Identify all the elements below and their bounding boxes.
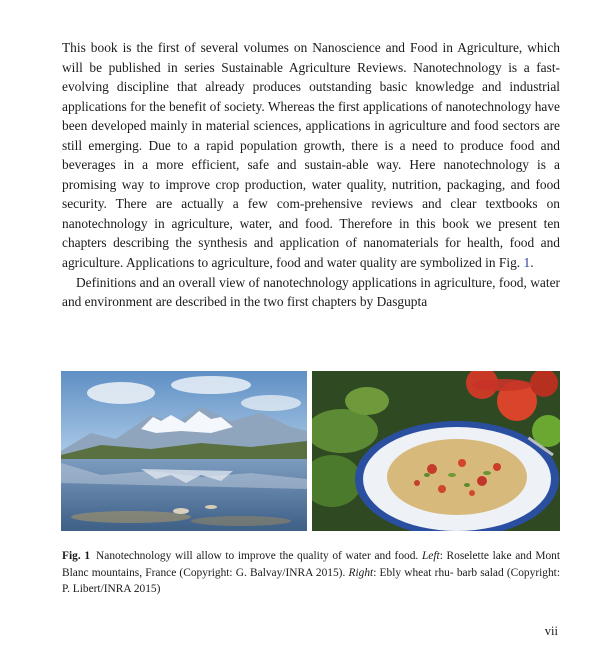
caption-right-word: Right (348, 566, 374, 579)
page-number: vii (544, 624, 558, 638)
paragraph-1-part-1: This book is the first of several volumes on Nanoscience and Food in Agriculture, which will be published in series Sustainable Agriculture Reviews. Nanotechnology is a fast-evolving discipline that already produces outstanding basic knowledge and industrial applications for the benefit of society. Whereas the first applications of nanotechnology have been developed mainly in material sciences, applications in agriculture and food sectors are still emerging. Due to a rapid population growth, there is a need to produce food and beverages in a more efficient, safe and sustain- (62, 40, 560, 173)
mountain-lake-photo (61, 371, 307, 531)
figure-reference-link[interactable]: 1 (523, 255, 531, 271)
paragraph-1 (62, 38, 560, 273)
caption-right-text: : Ebly wheat rhu- barb salad (Copyright: P. Libert/INRA 2015) (62, 566, 560, 595)
paragraph-2: Definitions and an overall view of nanotechnology applications in agriculture, food, water and environment are described in the two first chapters by Dasgupta (62, 274, 560, 310)
figure-1 (61, 371, 560, 531)
caption-left-text: : Roselette lake and Mont Blanc mountains, France (Copyright: G. Balvay/INRA 2015). (62, 550, 561, 579)
wheat-salad-image (312, 371, 560, 531)
body-text (62, 38, 560, 312)
paragraph-1-part-3: prehensive reviews and clear textbooks on nanotechnology in agriculture, water, and food. Therefore in this book we present ten chapters describing the synthesis and application of nanomaterials for health, food and agriculture. Applications to agriculture, food and water quality are symbolized in Fig. (62, 196, 560, 271)
caption-left-word: Left (421, 550, 440, 562)
figure-label: Fig. 1 (62, 550, 91, 562)
wheat-salad-photo (312, 371, 560, 531)
mountain-lake-image (61, 371, 307, 531)
caption-intro: Nanotechnology will allow to improve the quality of water and food. (96, 550, 419, 562)
paragraph-1-end: . (530, 255, 534, 271)
figure-caption (62, 548, 560, 598)
paragraph-1-part-2: able way. Here nanotechnology is a promising way to improve crop production, water quality, nutrition, packaging, and food security. There are actually a few com- (62, 157, 560, 212)
